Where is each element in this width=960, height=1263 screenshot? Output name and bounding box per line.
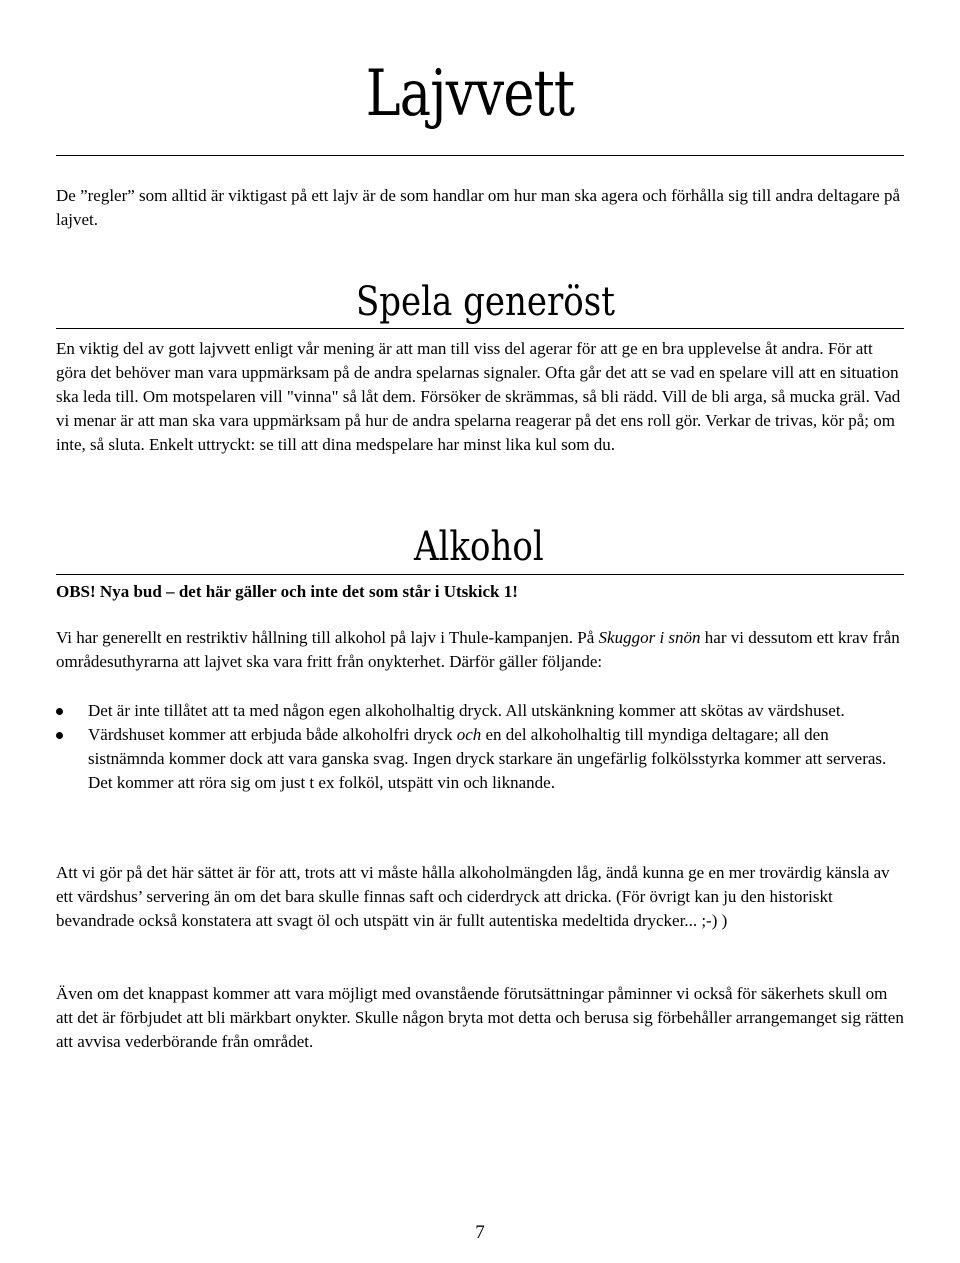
- list-item: [56, 723, 904, 795]
- bullet-text-1: Det är inte tillåtet att ta med någon egen alkoholhaltig dryck. All utskänkning kommer att skötas av värdshuset.: [88, 701, 845, 720]
- alkohol-paragraph-3: Även om det knappast kommer att vara möjligt med ovanstående förutsättningar påminner vi också för säkerhets skull om att det är förbjudet att bli märkbart onykter. Skulle någon bryta mot detta och berusa sig förbehåller arrangemanget sig rätten att avvisa vederbörande från området.: [56, 984, 904, 1051]
- page-number: 7: [475, 1222, 485, 1243]
- spela-paragraph: En viktig del av gott lajvvett enligt vår mening är att man till viss del agerar för att ge en bra upplevelse åt andra. För att göra det behöver man vara uppmärksam på de andra spelarnas signaler. Ofta går det att se vad en spelare vill att en situation ska leda till. Om motspelaren vill "vinna" så låt dem. Försöker de skrämmas, så bli rädd. Vill de bli arga, så mucka gräl. Vad vi menar är att man ska vara uppmärksam på hur de andra spelarna reagerar på det ens roll gör. Verkar de trivas, kör på; om inte, så sluta. Enkelt uttryckt: se till att dina medspelare har minst lika kul som du.: [56, 339, 901, 454]
- alkohol-p1-italic: Skuggor i snön: [598, 628, 701, 647]
- bullet-icon: [56, 708, 63, 715]
- alkohol-paragraph-1: [56, 626, 904, 674]
- page-title: Lajvvett: [365, 57, 574, 131]
- alkohol-p1-text-a: Vi har generellt en restriktiv hållning till alkohol på lajv i Thule-kampanjen. På: [56, 628, 599, 647]
- alkohol-p1-text-b: har vi dessutom ett krav från områdesuthyrarna att lajvet ska vara fritt från onykterhet. Därför gäller följande:: [56, 628, 900, 671]
- bullet-text-2a: Värdshuset kommer att erbjuda både alkoholfri dryck: [88, 725, 457, 744]
- alkohol-paragraph-2: Att vi gör på det här sättet är för att, trots att vi måste hålla alkoholmängden låg, ändå kunna ge en mer trovärdig känsla av ett värdshus’ servering än om det bara skulle finnas saft och ciderdryck att dricka. (För övrigt kan ju den historiskt bevandrade också konstatera att svagt öl och utspätt vin är fullt autentiska medeltida drycker... ;-) ): [56, 863, 890, 930]
- list-item: [56, 699, 904, 723]
- section-heading-spela: Spela generöst: [356, 279, 615, 325]
- section-heading-alkohol: Alkohol: [414, 524, 544, 570]
- bullet-text-2-italic: och: [456, 725, 482, 744]
- rules-list: [56, 699, 904, 795]
- obs-notice: OBS! Nya bud – det här gäller och inte det som står i Utskick 1!: [56, 582, 518, 601]
- section-divider-spela: [56, 328, 904, 329]
- bullet-icon: [56, 732, 63, 739]
- title-divider: [56, 155, 904, 156]
- section-divider-alkohol: [56, 574, 904, 575]
- intro-paragraph: De ”regler” som alltid är viktigast på ett lajv är de som handlar om hur man ska agera och förhålla sig till andra deltagare på lajvet.: [56, 186, 901, 229]
- bullet-text-2b: en del alkoholhaltig till myndiga deltagare; all den sistnämnda kommer dock att vara ganska svag. Ingen dryck starkare än ungefärlig folkölsstyrka kommer att serveras. Det kommer att röra sig om just t ex folköl, utspätt vin och liknande.: [88, 725, 887, 792]
